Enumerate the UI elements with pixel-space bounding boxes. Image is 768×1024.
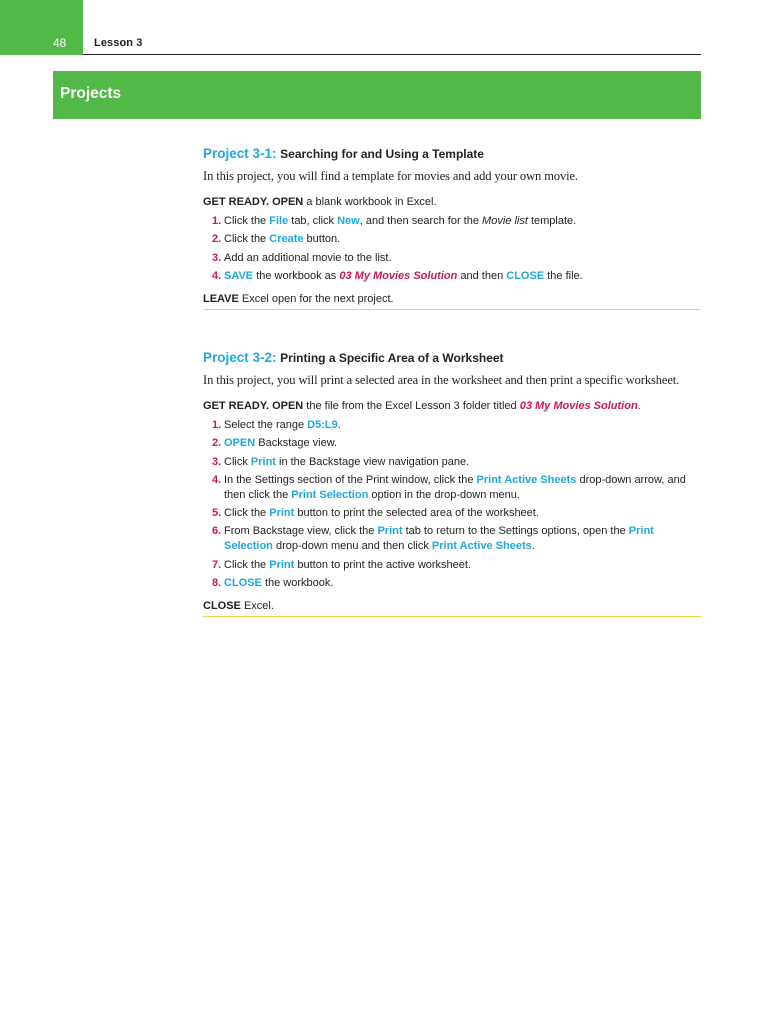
- step-item: 4. In the Settings section of the Print window, click the Print Active Sheets drop-down arrow, and then click the Print Selection option in the drop-down menu.: [212, 473, 686, 501]
- project-number: Project 3-2:: [203, 350, 277, 365]
- project-number: Project 3-1:: [203, 146, 277, 161]
- project-name: Searching for and Using a Template: [280, 147, 484, 161]
- project-3-1: [203, 146, 701, 310]
- section-bar: [53, 71, 701, 119]
- yellow-rule: [203, 309, 701, 310]
- step-item: 7. Click the Print button to print the active worksheet.: [212, 558, 472, 571]
- project-title: [203, 146, 701, 161]
- page-tab: [0, 0, 83, 55]
- project-intro: In this project, you will find a template for movies and add your own movie.: [203, 169, 578, 183]
- header-rule: [83, 54, 701, 55]
- step-item: 6. From Backstage view, click the Print tab to return to the Settings options, open the Print Selection drop-down menu and then click Print Active Sheets.: [212, 525, 654, 553]
- page-number: 48: [53, 36, 67, 50]
- step-item: 2. OPEN Backstage view.: [212, 437, 338, 450]
- step-item: 4. SAVE the workbook as 03 My Movies Solution and then CLOSE the file.: [212, 269, 583, 282]
- project-title: [203, 350, 701, 365]
- lesson-label: Lesson 3: [94, 37, 143, 49]
- get-ready: GET READY. OPEN the file from the Excel Lesson 3 folder titled 03 My Movies Solution.: [203, 400, 641, 412]
- step-item: 1. Select the range D5:L9.: [212, 419, 341, 431]
- project-name: Printing a Specific Area of a Worksheet: [280, 351, 504, 365]
- step-item: 3. Add an additional movie to the list.: [212, 251, 392, 264]
- step-item: 8. CLOSE the workbook.: [212, 577, 334, 590]
- get-ready: GET READY. OPEN a blank workbook in Excel.: [203, 196, 437, 208]
- close-note: CLOSE Excel.: [203, 600, 274, 613]
- step-item: 2. Click the Create button.: [212, 233, 341, 246]
- step-item: 1. Click the File tab, click New, and then search for the Movie list template.: [212, 215, 577, 227]
- project-3-2: [203, 350, 701, 617]
- step-item: 5. Click the Print button to print the selected area of the worksheet.: [212, 507, 539, 520]
- step-item: 3. Click Print in the Backstage view navigation pane.: [212, 455, 470, 468]
- step-list: [203, 418, 701, 591]
- section-title: Projects: [60, 85, 122, 102]
- yellow-rule: [203, 616, 701, 617]
- step-list: [203, 214, 701, 284]
- project-intro: In this project, you will print a selected area in the worksheet and then print a specific worksheet.: [203, 373, 680, 387]
- leave-note: LEAVE Excel open for the next project.: [203, 292, 394, 305]
